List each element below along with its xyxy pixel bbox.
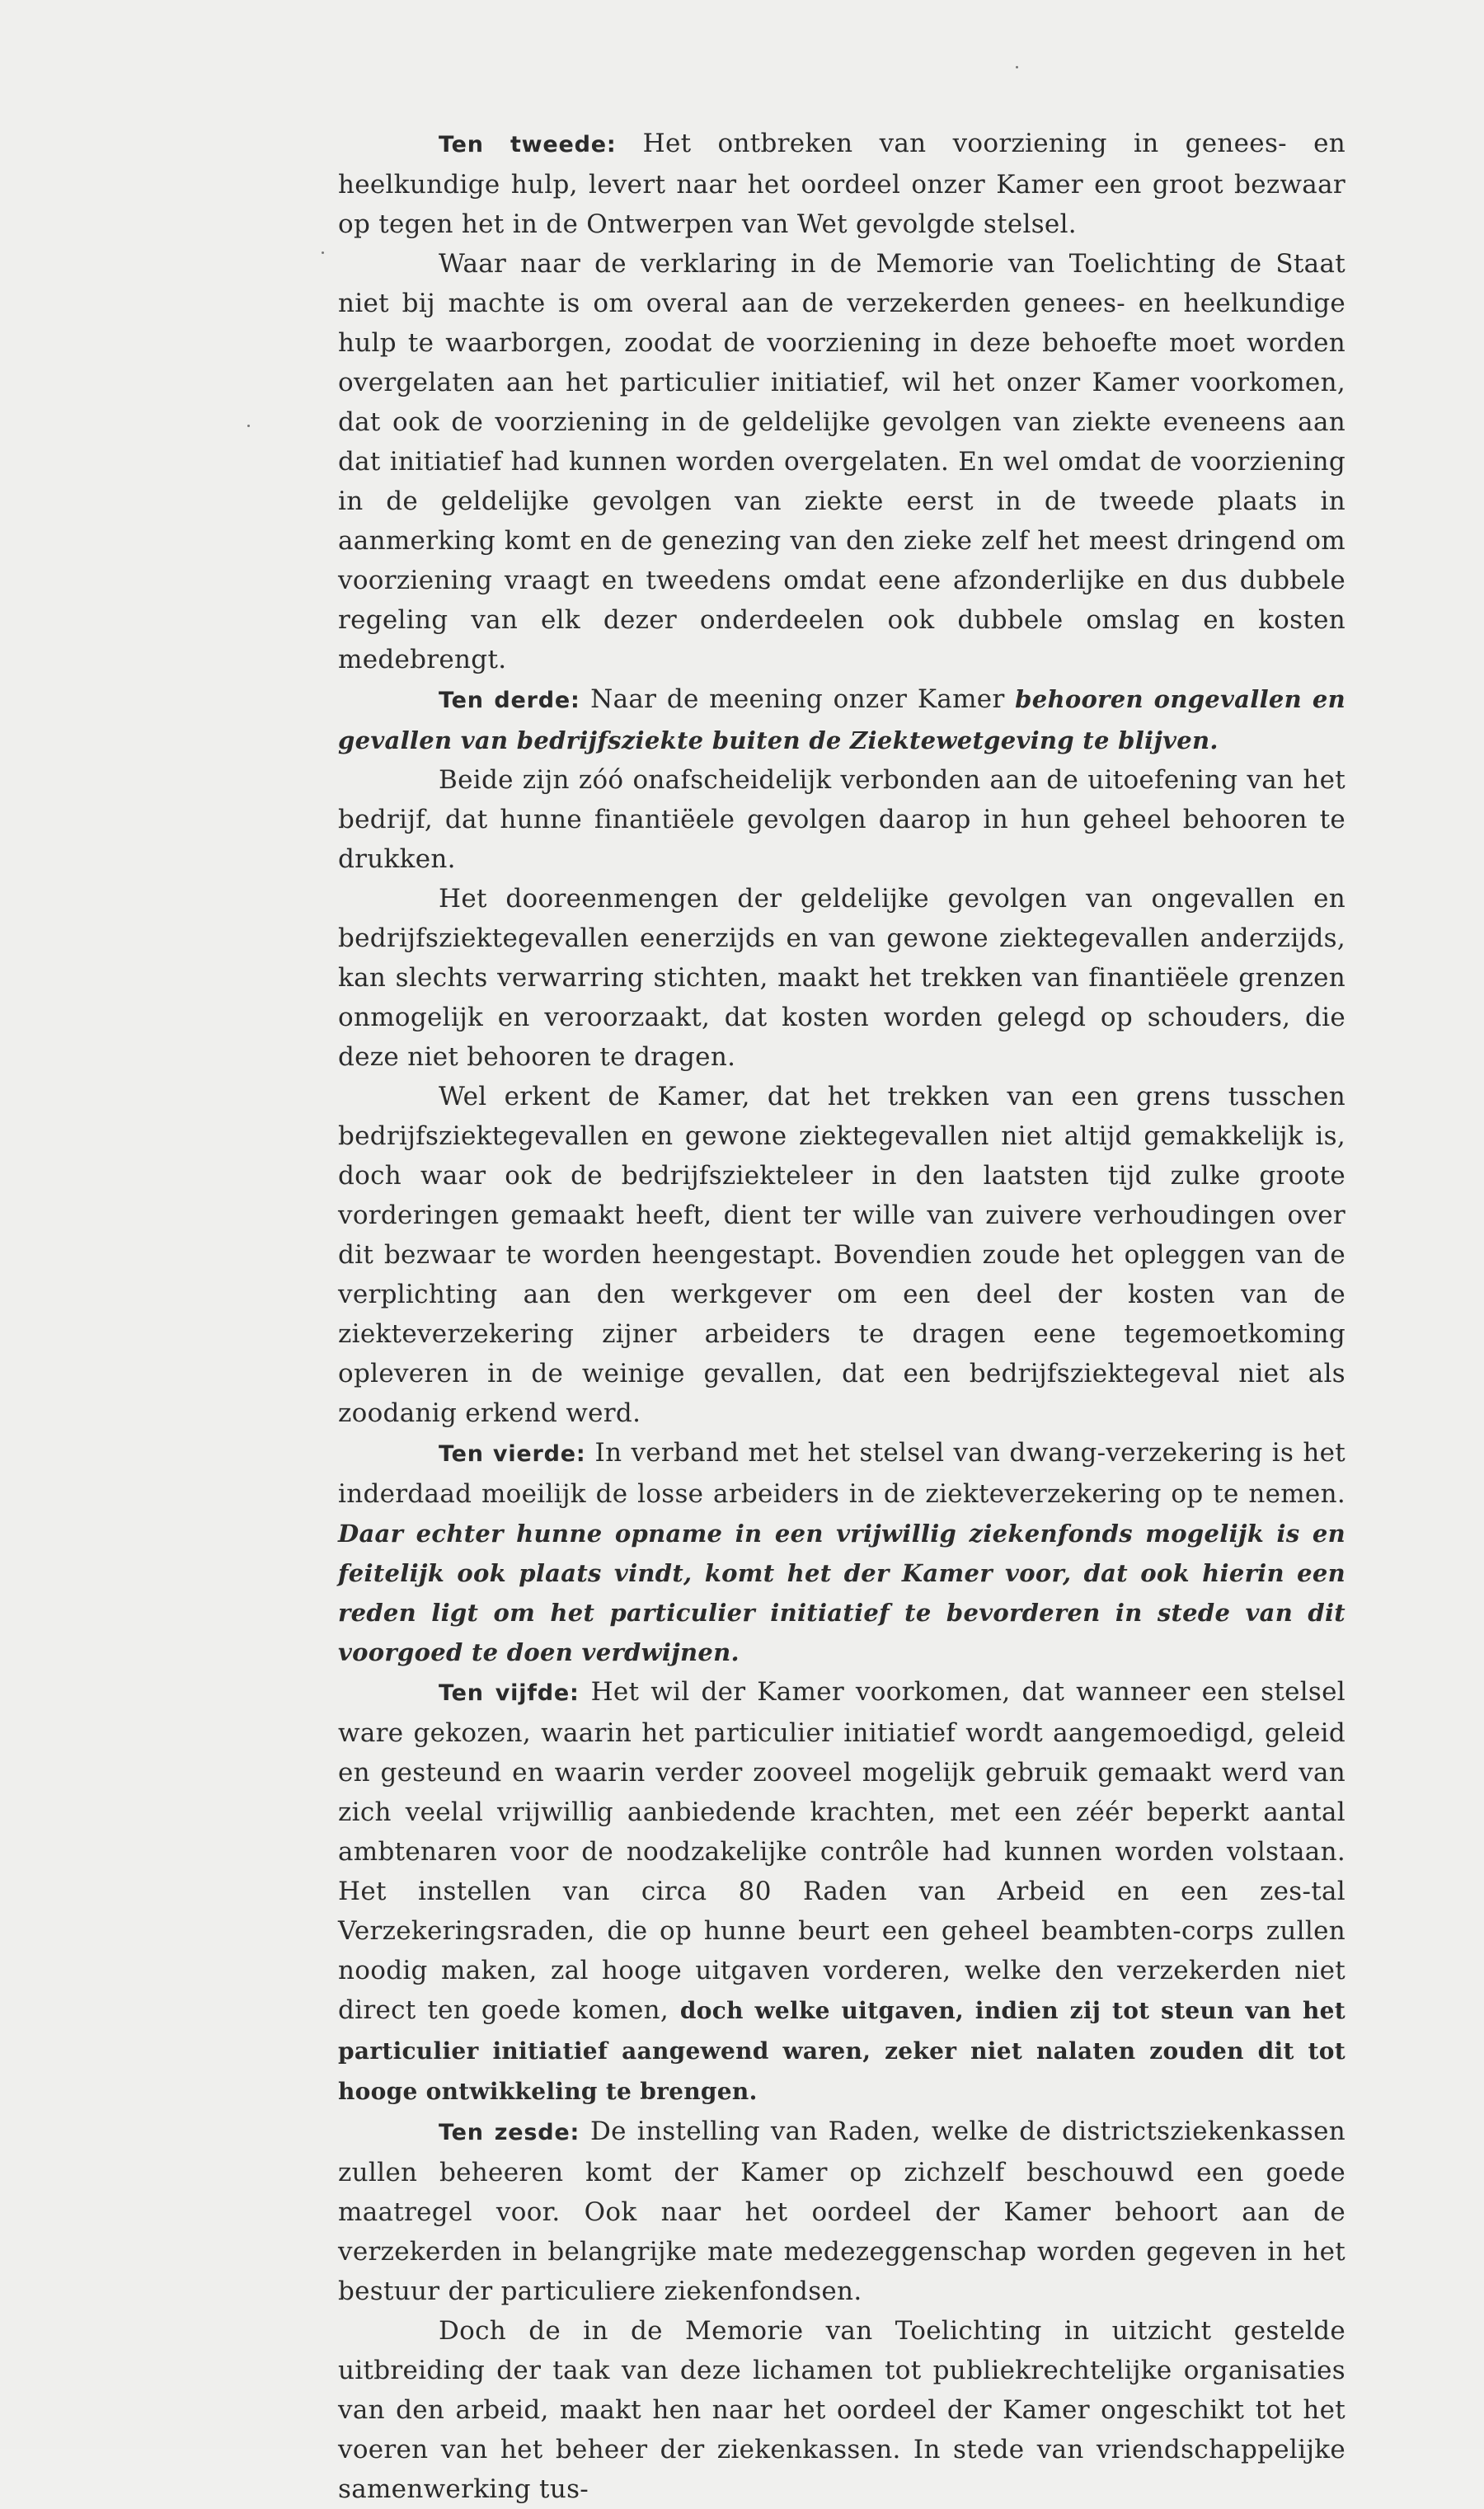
document-body <box>338 124 1345 2509</box>
paragraph-ten-vierde <box>338 1433 1345 1672</box>
paragraph-lead: Ten vierde: <box>439 1441 586 1467</box>
scan-speck <box>247 425 250 427</box>
paragraph <box>338 879 1345 1077</box>
paragraph-text: Het dooreenmengen der geldelijke gevolgen van ongevallen en bedrijfsziektegevallen eenerzijds en van gewone ziektegevallen anderzijds, kan slechts verwarring stichten, maakt het trekken van finantiëele grenzen onmogelijk en veroorzaakt, dat kosten worden gelegd op schouders, die deze niet behooren te dragen. <box>338 884 1345 1072</box>
paragraph-lead: Ten zesde: <box>439 2120 580 2145</box>
paragraph-text: In verband met het stelsel van dwang-verzekering is het inderdaad moeilijk de losse arbeiders in de ziekteverzekering op te nemen. <box>338 1438 1346 1509</box>
paragraph-lead: Ten tweede: <box>439 132 617 157</box>
paragraph-ten-zesde <box>338 2112 1345 2311</box>
paragraph-text: De instelling van Raden, welke de districtsziekenkassen zullen beheeren komt der Kamer op zichzelf beschouwd een goede maatregel voor. Ook naar het oordeel der Kamer behoort aan de verzekerden in belangrijke mate medezeggenschap worden gegeven in het bestuur der particuliere ziekenfondsen. <box>338 2117 1345 2306</box>
paragraph <box>338 1077 1345 1433</box>
paragraph <box>338 244 1345 679</box>
paragraph-ten-vijfde <box>338 1672 1345 2112</box>
scan-speck <box>1016 66 1018 68</box>
paragraph-lead: Ten derde: <box>439 688 580 713</box>
paragraph-text: Waar naar de verklaring in de Memorie van Toelichting de Staat niet bij machte is om overal aan de verzekerden genees- en heelkundige hulp te waarborgen, zoodat de voorziening in deze behoefte moet worden overgelaten aan het particulier initiatief, wil het onzer Kamer voorkomen, dat ook de voorziening in de geldelijke gevolgen van ziekte eveneens aan dat initiatief had kunnen worden overgelaten. En wel omdat de voorziening in de geldelijke gevolgen van ziekte eerst in de tweede plaats in aanmerking komt en de genezing van den zieke zelf het meest dringend om voorziening vraagt en tweedens omdat eene afzonderlijke en dus dubbele regeling van elk dezer onderdeelen ook dubbele omslag en kosten medebrengt. <box>338 249 1345 674</box>
paragraph <box>338 760 1345 879</box>
paragraph-text: Het ontbreken van voorziening in genees- en heelkundige hulp, levert naar het oordeel onzer Kamer een groot bezwaar op tegen het in de Ontwerpen van Wet gevolgde stelsel. <box>338 129 1345 239</box>
scan-speck <box>322 251 324 254</box>
paragraph-text: Naar de meening onzer Kamer <box>580 684 1016 714</box>
paragraph-text: Doch de in de Memorie van Toelichting in uitzicht gestelde uitbreiding der taak van deze lichamen tot publiekrechtelijke organisaties van den arbeid, maakt hen naar het oordeel der Kamer ongeschikt tot het voeren van het beheer der ziekenkassen. In stede van vriendschappelijke samenwerking tus- <box>338 2316 1345 2504</box>
paragraph-italic-text: Daar echter hunne opname in een vrijwillig ziekenfonds mogelijk is en feitelijk ook plaats vindt, komt het der Kamer voor, dat ook hierin een reden ligt om het particulier initiatief te bevorderen in stede van dit voorgoed te doen verdwijnen. <box>338 1520 1345 1666</box>
paragraph-ten-derde <box>338 679 1345 760</box>
paragraph-text: Het wil der Kamer voorkomen, dat wanneer een stelsel ware gekozen, waarin het particulier initiatief wordt aangemoedigd, geleid en gesteund en waarin verder zooveel mogelijk gebruik gemaakt werd van zich veelal vrijwillig aanbiedende krachten, met een zéér beperkt aantal ambtenaren voor de noodzakelijke contrôle had kunnen worden volstaan. Het instellen van circa 80 Raden van Arbeid en een zes-tal Verzekeringsraden, die op hunne beurt een geheel beambten-corps zullen noodig maken, zal hooge uitgaven vorderen, welke den verzekerden niet direct ten goede komen, <box>338 1677 1346 2025</box>
paragraph-text: Wel erkent de Kamer, dat het trekken van een grens tusschen bedrijfsziektegevallen en gewone ziektegevallen niet altijd gemakkelijk is, doch waar ook de bedrijfsziekteleer in den laatsten tijd zulke groote vorderingen gemaakt heeft, dient ter wille van zuivere verhoudingen over dit bezwaar te worden heengestapt. Bovendien zoude het opleggen van de verplichting aan den werkgever om een deel der kosten van de ziekteverzekering zijner arbeiders te dragen eene tegemoetkoming opleveren in de weinige gevallen, dat een bedrijfsziektegeval niet als zoodanig erkend werd. <box>338 1082 1345 1428</box>
paragraph-ten-tweede <box>338 124 1345 244</box>
paragraph <box>338 2311 1345 2509</box>
paragraph-lead: Ten vijfde: <box>439 1680 580 1706</box>
paragraph-bold-text: doch welke uitgaven, indien zij tot steun van het particulier initiatief aangewend waren, zeker niet nalaten zouden dit tot hooge ontwikkeling te brengen. <box>338 1997 1345 2105</box>
paragraph-text: Beide zijn zóó onafscheidelijk verbonden aan de uitoefening van het bedrijf, dat hunne finantiëele gevolgen daarop in hun geheel behooren te drukken. <box>338 765 1345 874</box>
paragraph-italic-text: behooren ongevallen en gevallen van bedrijfsziekte buiten de Ziektewetgeving te blijven. <box>338 685 1345 754</box>
